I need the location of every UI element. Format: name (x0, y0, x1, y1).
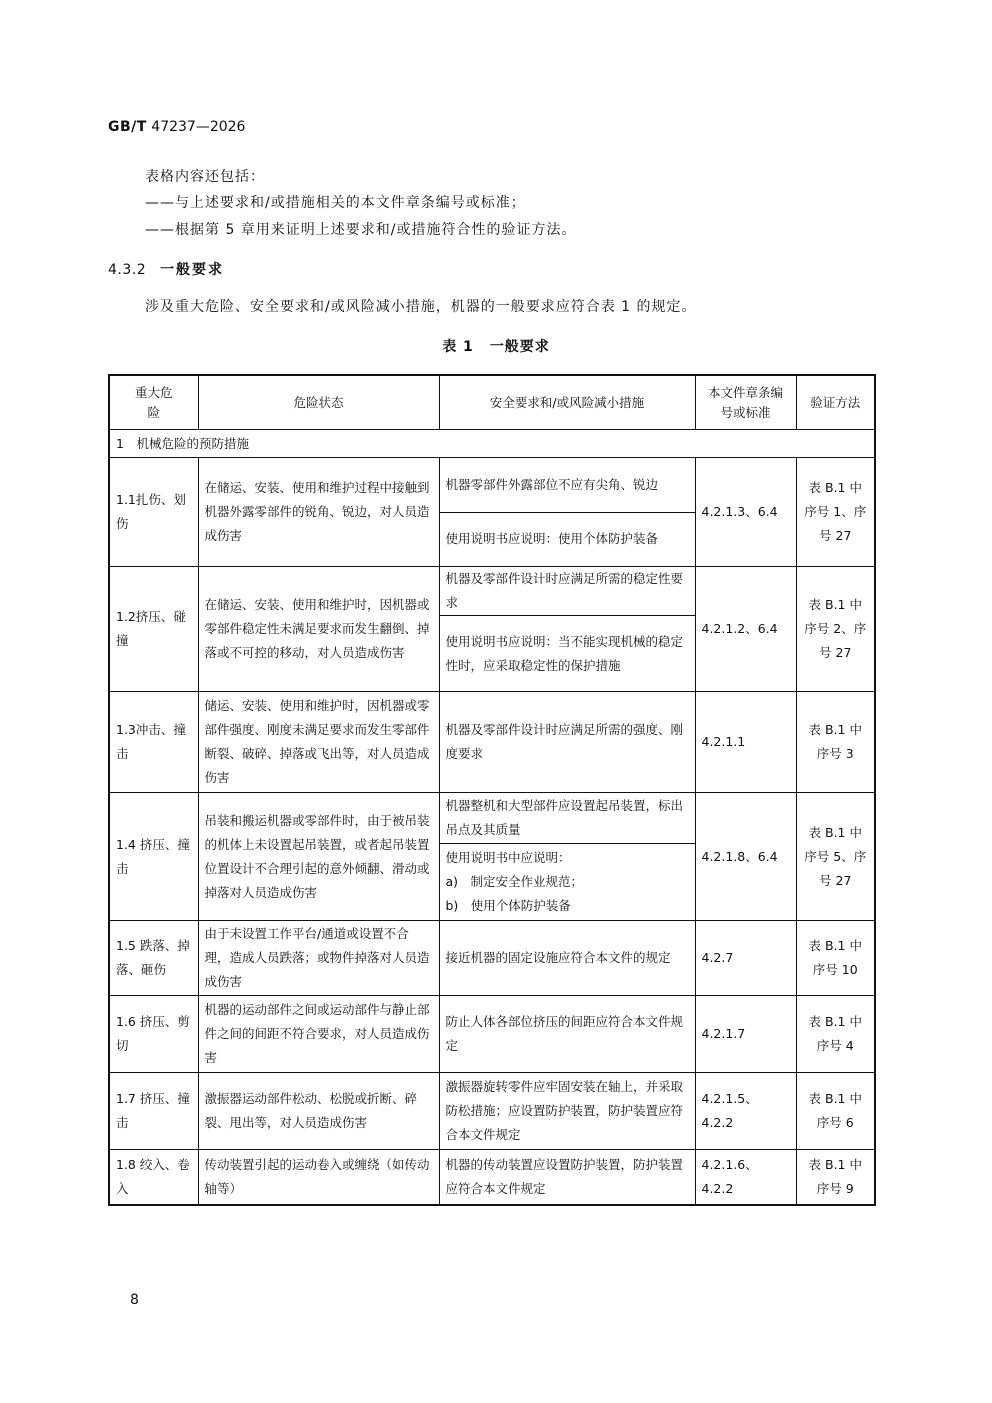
header-state: 危险状态 (198, 375, 439, 430)
clause-cell: 4.2.1.7 (695, 996, 796, 1073)
measure-cell: 机器的传动装置应设置防护装置，防护装置应符合本文件规定 (439, 1150, 695, 1206)
measure-item-a: a) 制定安全作业规范； (445, 874, 584, 889)
table-caption (0, 336, 992, 356)
header-verify: 验证方法 (796, 375, 875, 430)
standard-header (108, 119, 245, 135)
table-row (109, 1073, 875, 1150)
verify-cell: 表 B.1 中序号 9 (796, 1150, 875, 1206)
state-cell: 激振器运动部件松动、松脱或折断、碎裂、甩出等，对人员造成伤害 (198, 1073, 439, 1150)
state-cell: 在储运、安装、使用和维护过程中接触到机器外露零部件的锐角、锐边，对人员造成伤害 (198, 458, 439, 567)
measure-cell: 使用说明书应说明：当不能实现机械的稳定性时，应采取稳定性的保护措施 (439, 616, 695, 692)
table-row (109, 996, 875, 1073)
clause-cell: 4.2.1.8、6.4 (695, 793, 796, 921)
section-row (109, 430, 875, 458)
table-row (109, 1150, 875, 1206)
intro-line-1: 表格内容还包括： (145, 169, 265, 185)
hazard-cell: 1.6 挤压、剪切 (109, 996, 198, 1073)
standard-code: GB/T (108, 119, 147, 135)
state-cell: 在储运、安装、使用和维护时，因机器或零部件稳定性未满足要求而发生翻倒、掉落或不可控的移动，对人员造成伤害 (198, 567, 439, 692)
verify-cell: 表 B.1 中序号 2、序号 27 (796, 567, 875, 692)
state-cell: 机器的运动部件之间或运动部件与静止部件之间的间距不符合要求，对人员造成伤害 (198, 996, 439, 1073)
header-measures: 安全要求和/或风险减小措施 (439, 375, 695, 430)
hazard-cell: 1.5 跌落、掉落、砸伤 (109, 921, 198, 996)
state-cell: 由于未设置工作平台/通道或设置不合理，造成人员跌落；或物件掉落对人员造成伤害 (198, 921, 439, 996)
state-cell: 吊装和搬运机器或零部件时，由于被吊装的机体上未设置起吊装置，或者起吊装置位置设计不合理引起的意外倾翻、滑动或掉落对人员造成伤害 (198, 793, 439, 921)
table-row (109, 692, 875, 793)
hazard-cell: 1.3冲击、撞击 (109, 692, 198, 793)
measure-cell: 机器及零部件设计时应满足所需的稳定性要求 (439, 567, 695, 616)
measure-cell: 激振器旋转零件应牢固安装在轴上，并采取防松措施；应设置防护装置，防护装置应符合本文件规定 (439, 1073, 695, 1150)
table-caption-title: 一般要求 (489, 339, 550, 355)
measure-cell: 使用说明书应说明：使用个体防护装备 (439, 512, 695, 567)
measure-list-cell (439, 844, 695, 921)
intro-line-2: ——与上述要求和/或措施相关的本文件章条编号或标准； (145, 195, 526, 211)
requirements-table (108, 374, 876, 1206)
section-text: 涉及重大危险、安全要求和/或风险减小措施，机器的一般要求应符合表 1 的规定。 (145, 299, 697, 315)
verify-cell: 表 B.1 中序号 1、序号 27 (796, 458, 875, 567)
measure-cell: 防止人体各部位挤压的间距应符合本文件规定 (439, 996, 695, 1073)
header-hazard: 重大危险 (109, 375, 198, 430)
section-number: 4.3.2 (108, 262, 147, 278)
table-caption-label: 表 1 (442, 339, 474, 355)
table-row (109, 921, 875, 996)
section-heading (108, 259, 224, 279)
verify-cell: 表 B.1 中序号 5、序号 27 (796, 793, 875, 921)
measure-cell: 机器整机和大型部件应设置起吊装置，标出吊点及其质量 (439, 793, 695, 844)
table-header-row (109, 375, 875, 430)
section-row-label: 1 机械危险的预防措施 (109, 430, 875, 458)
intro-line-3: ——根据第 5 章用来证明上述要求和/或措施符合性的验证方法。 (145, 222, 577, 238)
measure-item-b: b) 使用个体防护装备 (445, 898, 571, 913)
clause-cell: 4.2.1.1 (695, 692, 796, 793)
verify-cell: 表 B.1 中序号 10 (796, 921, 875, 996)
hazard-cell: 1.7 挤压、撞击 (109, 1073, 198, 1150)
table-row (109, 793, 875, 844)
verify-cell: 表 B.1 中序号 3 (796, 692, 875, 793)
hazard-cell: 1.1扎伤、划伤 (109, 458, 198, 567)
hazard-cell: 1.2挤压、碰撞 (109, 567, 198, 692)
standard-number: 47237—2026 (151, 119, 246, 135)
measure-cell: 机器及零部件设计时应满足所需的强度、刚度要求 (439, 692, 695, 793)
state-cell: 储运、安装、使用和维护时，因机器或零部件强度、刚度未满足要求而发生零部件断裂、破碎、掉落或飞出等，对人员造成伤害 (198, 692, 439, 793)
table-row (109, 567, 875, 616)
clause-cell: 4.2.1.6、4.2.2 (695, 1150, 796, 1206)
verify-cell: 表 B.1 中序号 6 (796, 1073, 875, 1150)
clause-cell: 4.2.1.2、6.4 (695, 567, 796, 692)
table-row (109, 458, 875, 513)
measure-cell: 机器零部件外露部位不应有尖角、锐边 (439, 458, 695, 513)
clause-cell: 4.2.1.5、4.2.2 (695, 1073, 796, 1150)
section-title: 一般要求 (160, 262, 224, 278)
hazard-cell: 1.8 绞入、卷入 (109, 1150, 198, 1206)
clause-cell: 4.2.7 (695, 921, 796, 996)
hazard-cell: 1.4 挤压、撞击 (109, 793, 198, 921)
header-clause: 本文件章条编号或标准 (695, 375, 796, 430)
verify-cell: 表 B.1 中序号 4 (796, 996, 875, 1073)
measure-cell: 接近机器的固定设施应符合本文件的规定 (439, 921, 695, 996)
measure-intro: 使用说明书中应说明： (445, 850, 571, 865)
clause-cell: 4.2.1.3、6.4 (695, 458, 796, 567)
state-cell: 传动装置引起的运动卷入或缠绕（如传动轴等） (198, 1150, 439, 1206)
page-number: 8 (130, 1292, 139, 1308)
